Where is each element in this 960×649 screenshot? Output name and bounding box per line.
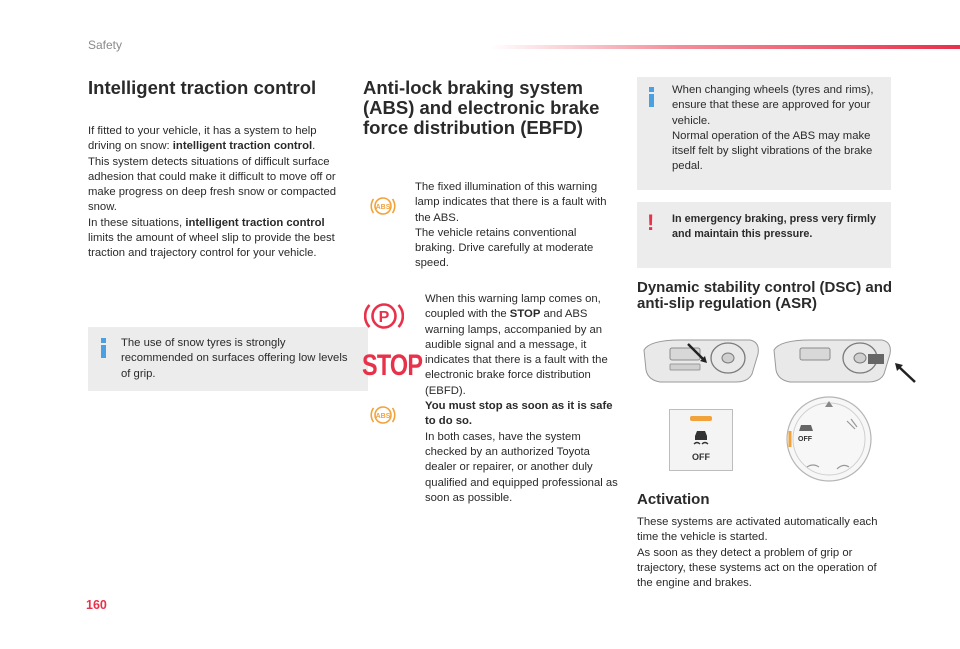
ebfd-fault-text [425,292,620,506]
text: When this warning lamp comes on, coupled with the [425,293,601,321]
paragraph: These systems are activated automatically each time the vehicle is started. [637,516,878,544]
text: and ABS warning lamps, accompanied by an audible signal and a message, it indicates that there is a fault with the electronic brake force distribution (EBFD). [425,308,608,397]
exclamation-icon: ! [647,210,655,235]
dashboard-right-illustration [770,336,920,384]
skidding-car-icon [691,428,711,446]
bold-text: intelligent traction control [172,140,313,153]
text: In these situations, [88,216,186,229]
snow-tyres-info-box [88,327,368,391]
parking-icon-label: P [378,309,390,326]
paragraph [425,292,620,399]
paragraph: When changing wheels (tyres and rims), ensure that these are approved for your vehicle. [672,84,874,127]
intelligent-traction-text [88,124,350,262]
info-icon [99,338,109,358]
snow-tyres-info-text: The use of snow tyres is strongly recommended on surfaces offering low levels of grip. [121,337,348,380]
activation-text [637,515,887,591]
paragraph: This system detects situations of difficult surface adhesion that could make it difficult to move off or make progress on deep fresh snow or compacted snow. [88,155,337,214]
abs-warning-icon [370,195,396,217]
intelligent-traction-title: Intelligent traction control [88,77,317,98]
paragraph: The fixed illumination of this warning lamp indicates that there is a fault with the ABS. [415,181,607,224]
paragraph [88,124,350,155]
bold-text: STOP [509,308,541,321]
activation-title: Activation [637,491,710,508]
dial-off-label: OFF [798,436,812,443]
parking-brake-warning-icon [364,300,404,332]
emergency-braking-text: In emergency braking, press very firmly and maintain this pressure. [672,213,877,241]
wheels-info-box [637,77,891,190]
page-number: 160 [86,598,107,612]
abs-fault-text [415,180,615,272]
paragraph: Normal operation of the ABS may make itself felt by slight vibrations of the brake pedal. [672,129,873,173]
stop-warning-icon: STOP [362,349,423,382]
section-label: Safety [88,38,123,52]
dsc-off-switch[interactable] [669,409,733,471]
emergency-braking-warning-box [637,202,891,268]
bold-paragraph: You must stop as soon as it is safe to do so. [425,400,613,428]
paragraph: The vehicle retains conventional braking. Drive carefully at moderate speed. [415,226,594,270]
traction-mode-dial[interactable] [785,395,873,483]
switch-off-label: OFF [692,452,710,462]
paragraph: In both cases, have the system checked by an authorized Toyota dealer or repairer, or another duly qualified and equipped professional as soon as possible. [425,430,618,504]
dsc-asr-title: Dynamic stability control (DSC) and anti-slip regulation (ASR) [637,279,893,312]
switch-indicator-light [690,416,712,421]
text: If fitted to your vehicle, it has a system to help driving on snow: [88,125,317,153]
abs-icon-label: ABS [375,204,391,211]
text: . [312,140,316,153]
abs-icon-label: ABS [375,413,391,420]
bold-text: intelligent traction control [185,216,325,229]
wheels-info-text [672,83,887,175]
info-icon [647,87,657,107]
dashboard-left-illustration [640,336,762,384]
text: limits the amount of wheel slip to provide the best traction and trajectory control for your vehicle. [88,232,335,260]
header-rule [490,45,960,49]
abs-warning-icon [370,404,396,426]
paragraph [88,216,350,262]
paragraph: As soon as they detect a problem of grip or trajectory, these systems act on the operation of the engine and brakes. [637,546,877,590]
abs-ebfd-title: Anti-lock braking system (ABS) and electronic brake force distribution (EBFD) [363,77,600,138]
